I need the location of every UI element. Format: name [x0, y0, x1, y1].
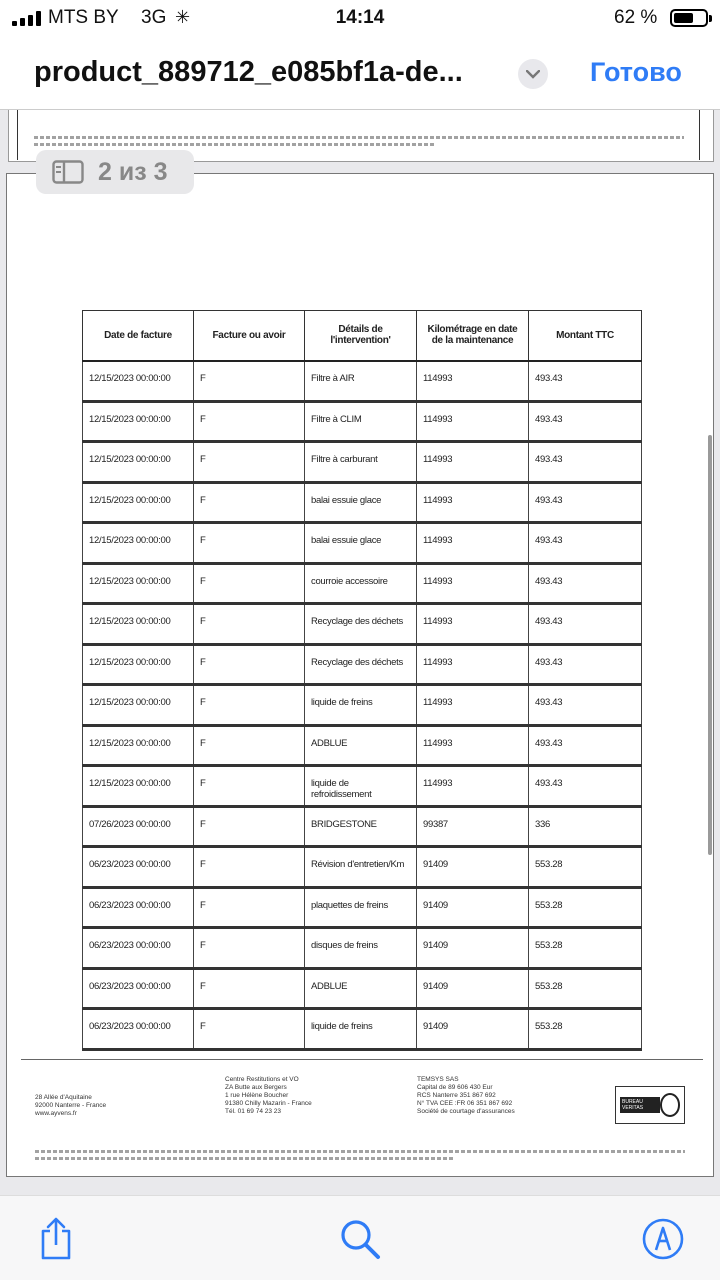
table-cell: 553.28 [529, 887, 642, 928]
table-cell: 06/23/2023 00:00:00 [83, 1009, 194, 1050]
table-cell: balai essuie glace [305, 482, 417, 523]
table-row [83, 523, 642, 564]
battery-icon [670, 9, 708, 27]
table-cell: 493.43 [529, 482, 642, 523]
table-cell: 91409 [417, 887, 529, 928]
table-cell: 12/15/2023 00:00:00 [83, 725, 194, 766]
table-cell: 12/15/2023 00:00:00 [83, 644, 194, 685]
clock: 14:14 [335, 7, 385, 28]
table-row [83, 847, 642, 888]
table-cell: 114993 [417, 482, 529, 523]
footer-address: 28 Allée d'Aquitaine 92000 Nanterre - France www.ayvens.fr [35, 1094, 107, 1117]
table-cell: 493.43 [529, 725, 642, 766]
bottom-toolbar [0, 1195, 720, 1280]
network-label: 3G [141, 7, 167, 28]
page-indicator[interactable] [36, 150, 194, 194]
table-cell: 06/23/2023 00:00:00 [83, 887, 194, 928]
table-cell: liquide de freins [305, 685, 417, 726]
table-header-row [83, 311, 642, 361]
table-row [83, 887, 642, 928]
table-cell: 493.43 [529, 401, 642, 442]
table-cell: 12/15/2023 00:00:00 [83, 361, 194, 402]
activity-icon: ✳ [175, 7, 191, 27]
table-cell: 553.28 [529, 928, 642, 969]
scroll-indicator[interactable] [708, 435, 712, 855]
table-cell: 114993 [417, 523, 529, 564]
footer-company: TEMSYS SAS Capital de 89 606 430 Eur RCS Nanterre 351 867 692 N° TVA CEE :FR 06 351 867 692 Société de courtage d'assurances [417, 1076, 515, 1115]
table-cell: F [194, 766, 305, 807]
table-row [83, 482, 642, 523]
table-cell: 12/15/2023 00:00:00 [83, 482, 194, 523]
table-cell: 07/26/2023 00:00:00 [83, 806, 194, 847]
search-icon [339, 1218, 381, 1260]
header-amount: Montant TTC [529, 311, 642, 361]
table-row [83, 361, 642, 402]
table-cell: 12/15/2023 00:00:00 [83, 401, 194, 442]
table-cell: plaquettes de freins [305, 887, 417, 928]
table-cell: F [194, 482, 305, 523]
table-cell: 553.28 [529, 1009, 642, 1050]
table-cell: 336 [529, 806, 642, 847]
table-row [83, 563, 642, 604]
table-row [83, 604, 642, 645]
chevron-down-icon [526, 70, 540, 79]
footer-center: Centre Restitutions et VO ZA Butte aux Bergers 1 rue Hélène Boucher 91380 Chilly Mazarin - France Tél. 01 69 74 23 23 [225, 1076, 312, 1115]
table-row [83, 725, 642, 766]
table-cell: 114993 [417, 361, 529, 402]
table-cell: 114993 [417, 604, 529, 645]
table-cell: 06/23/2023 00:00:00 [83, 968, 194, 1009]
header-details: Détails de l'intervention' [305, 311, 417, 361]
table-cell: 91409 [417, 847, 529, 888]
table-cell: 12/15/2023 00:00:00 [83, 604, 194, 645]
share-button[interactable] [31, 1214, 81, 1264]
table-cell: F [194, 685, 305, 726]
table-row [83, 968, 642, 1009]
table-cell: F [194, 563, 305, 604]
table-cell: 114993 [417, 725, 529, 766]
table-row [83, 766, 642, 807]
table-row [83, 644, 642, 685]
done-button[interactable]: Готово [590, 57, 682, 87]
table-cell: F [194, 361, 305, 402]
carrier-label: MTS BY [48, 7, 119, 28]
share-icon [38, 1217, 74, 1261]
table-cell: 06/23/2023 00:00:00 [83, 847, 194, 888]
table-cell: 12/15/2023 00:00:00 [83, 442, 194, 483]
table-cell: F [194, 644, 305, 685]
table-cell: 493.43 [529, 361, 642, 402]
table-cell: 114993 [417, 685, 529, 726]
table-cell: 12/15/2023 00:00:00 [83, 766, 194, 807]
table-row [83, 685, 642, 726]
table-cell: 12/15/2023 00:00:00 [83, 523, 194, 564]
table-cell: 493.43 [529, 563, 642, 604]
table-cell: 493.43 [529, 766, 642, 807]
table-cell: disques de freins [305, 928, 417, 969]
table-row [83, 401, 642, 442]
table-cell: 91409 [417, 968, 529, 1009]
table-cell: liquide de freins [305, 1009, 417, 1050]
table-cell: 493.43 [529, 523, 642, 564]
table-cell: Filtre à AIR [305, 361, 417, 402]
table-cell: F [194, 1009, 305, 1050]
table-cell: 114993 [417, 563, 529, 604]
table-cell: F [194, 928, 305, 969]
table-cell: 91409 [417, 928, 529, 969]
document-viewer[interactable] [0, 110, 720, 1195]
table-cell: ADBLUE [305, 968, 417, 1009]
table-cell: F [194, 401, 305, 442]
table-cell: 12/15/2023 00:00:00 [83, 563, 194, 604]
table-cell: 493.43 [529, 644, 642, 685]
table-cell: F [194, 604, 305, 645]
table-cell: 493.43 [529, 685, 642, 726]
table-row [83, 442, 642, 483]
markup-icon [641, 1217, 685, 1261]
table-cell: BRIDGESTONE [305, 806, 417, 847]
table-cell: 114993 [417, 401, 529, 442]
sidebar-icon [52, 160, 84, 184]
table-cell: F [194, 847, 305, 888]
table-cell: F [194, 968, 305, 1009]
table-cell: F [194, 442, 305, 483]
search-button[interactable] [335, 1214, 385, 1264]
status-bar [0, 0, 720, 36]
table-cell: 114993 [417, 442, 529, 483]
table-row [83, 928, 642, 969]
table-row [83, 806, 642, 847]
markup-button[interactable] [638, 1214, 688, 1264]
header-type: Facture ou avoir [194, 311, 305, 361]
table-cell: F [194, 523, 305, 564]
certification-logo: BUREAU VERITAS [615, 1086, 685, 1124]
table-cell: 493.43 [529, 604, 642, 645]
table-cell: 06/23/2023 00:00:00 [83, 928, 194, 969]
table-cell: Recyclage des déchets [305, 644, 417, 685]
table-cell: 114993 [417, 644, 529, 685]
header-date: Date de facture [83, 311, 194, 361]
table-cell: courroie accessoire [305, 563, 417, 604]
navigation-bar [0, 36, 720, 110]
table-cell: 553.28 [529, 968, 642, 1009]
table-cell: 114993 [417, 766, 529, 807]
table-cell: Recyclage des déchets [305, 604, 417, 645]
table-cell: 12/15/2023 00:00:00 [83, 685, 194, 726]
battery-percent: 62 % [614, 7, 658, 28]
table-cell: F [194, 725, 305, 766]
table-cell: F [194, 806, 305, 847]
table-cell: 91409 [417, 1009, 529, 1050]
document-title[interactable]: product_889712_e085bf1a-de... [34, 56, 463, 88]
pdf-page [6, 173, 714, 1177]
table-cell: Révision d'entretien/Km [305, 847, 417, 888]
page-footer [21, 1059, 703, 1169]
table-cell: 99387 [417, 806, 529, 847]
table-cell: balai essuie glace [305, 523, 417, 564]
table-row [83, 1009, 642, 1050]
page-indicator-label: 2 из 3 [98, 157, 168, 186]
header-mileage: Kilométrage en date de la maintenance [417, 311, 529, 361]
table-cell: F [194, 887, 305, 928]
table-cell: Filtre à CLIM [305, 401, 417, 442]
maintenance-table [82, 310, 642, 1051]
table-cell: liquide de refroidissement [305, 766, 417, 807]
title-menu-button[interactable] [518, 59, 548, 89]
table-cell: 493.43 [529, 442, 642, 483]
table-cell: 553.28 [529, 847, 642, 888]
table-cell: Filtre à carburant [305, 442, 417, 483]
seal-icon [660, 1093, 680, 1117]
table-cell: ADBLUE [305, 725, 417, 766]
